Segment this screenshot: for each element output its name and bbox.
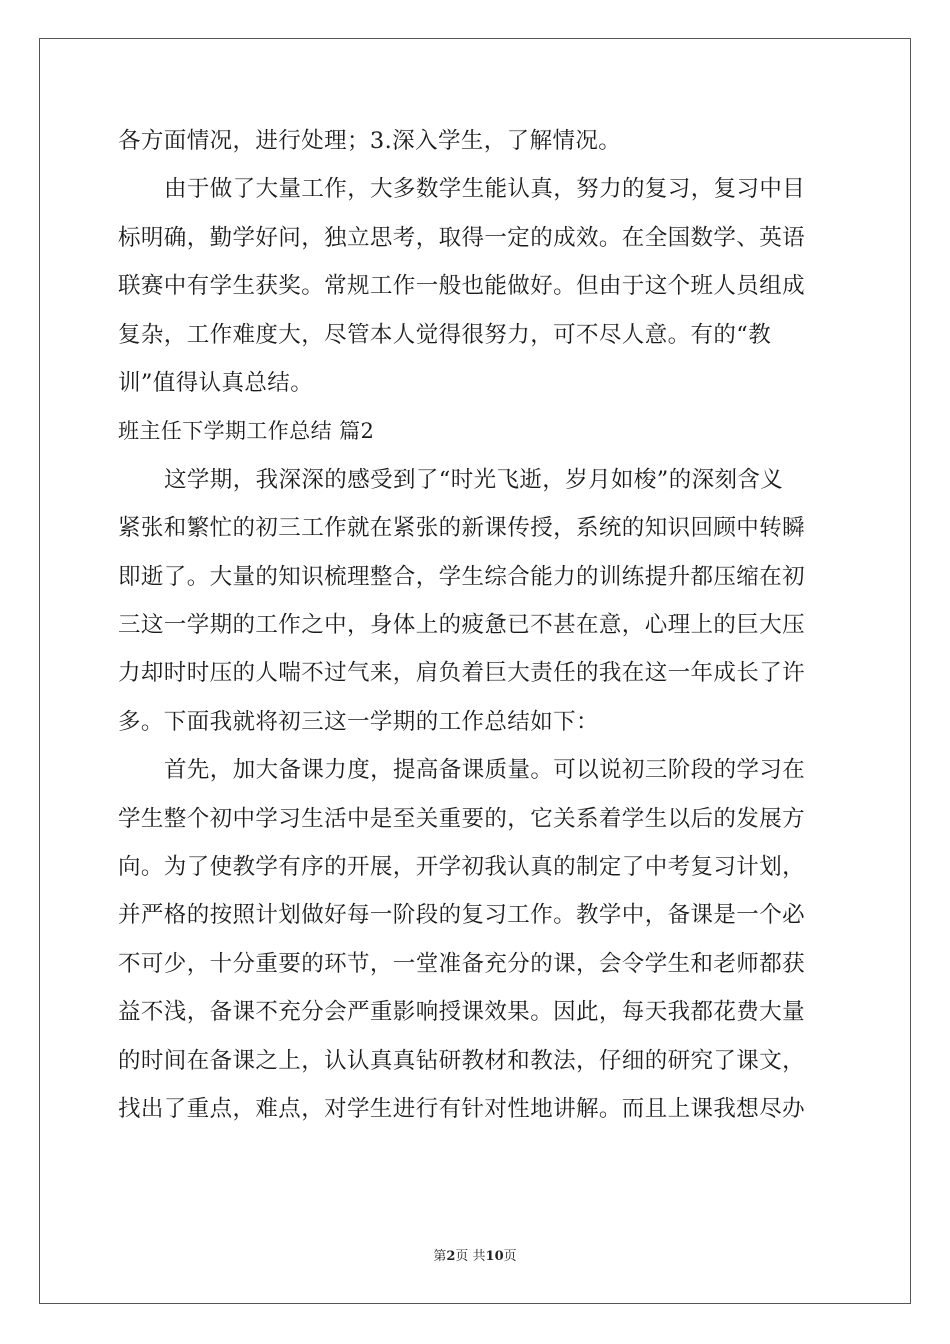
- text-line: 首先，加大备课力度，提高备课质量。可以说初三阶段的学习在: [164, 757, 806, 784]
- footer-current-page: 2: [446, 1249, 456, 1264]
- footer-suffix: 页: [503, 1249, 517, 1264]
- text-line: 并严格的按照计划做好每一阶段的复习工作。教学中，备课是一个必: [118, 902, 806, 929]
- text-line: 这学期，我深深的感受到了“时光飞逝，岁月如梭”的深刻含义: [164, 466, 784, 493]
- text-line: 益不浅，备课不充分会严重影响授课效果。因此，每天我都花费大量: [118, 999, 806, 1026]
- footer-total-pages: 10: [485, 1249, 504, 1264]
- text-line: 向。为了使教学有序的开展，开学初我认真的制定了中考复习计划，: [118, 854, 806, 880]
- text-line: 联赛中有学生获奖。常规工作一般也能做好。但由于这个班人员组成: [118, 273, 806, 300]
- text-line: 学生整个初中学习生活中是至关重要的，它关系着学生以后的发展方: [118, 805, 806, 832]
- text-line: 力却时时压的人喘不过气来，肩负着巨大责任的我在这一年成长了许: [118, 660, 806, 687]
- text-line: 的时间在备课之上，认认真真钻研教材和教法，仔细的研究了课文，: [118, 1047, 806, 1074]
- text-line: 找出了重点，难点，对学生进行有针对性地讲解。而且上课我想尽办: [118, 1096, 806, 1122]
- text-line: 各方面情况，进行处理；3.深入学生，了解情况。: [118, 128, 622, 154]
- text-line: 由于做了大量工作，大多数学生能认真，努力的复习，复习中目: [164, 176, 806, 203]
- text-line: 紧张和繁忙的初三工作就在紧张的新课传授，系统的知识回顾中转瞬: [118, 515, 806, 542]
- text-line: 多。下面我就将初三这一学期的工作总结如下：: [118, 708, 599, 735]
- page-footer: [0, 1248, 950, 1266]
- text-line: 复杂，工作难度大，尽管本人觉得很努力，可不尽人意。有的“教: [118, 321, 772, 348]
- text-line: 标明确，勤学好问，独立思考，取得一定的成效。在全国数学、英语: [118, 224, 806, 251]
- footer-middle: 页 共: [455, 1249, 486, 1264]
- text-line: 训”值得认真总结。: [118, 370, 314, 396]
- text-line: 三这一学期的工作之中，身体上的疲惫已不甚在意，心理上的巨大压: [118, 612, 806, 638]
- text-line: 即逝了。大量的知识梳理整合，学生综合能力的训练提升都压缩在初: [118, 563, 806, 590]
- section-heading: 班主任下学期工作总结 篇2: [118, 419, 375, 444]
- footer-prefix: 第: [433, 1249, 447, 1264]
- text-line: 不可少，十分重要的环节，一堂准备充分的课，会令学生和老师都获: [118, 950, 806, 977]
